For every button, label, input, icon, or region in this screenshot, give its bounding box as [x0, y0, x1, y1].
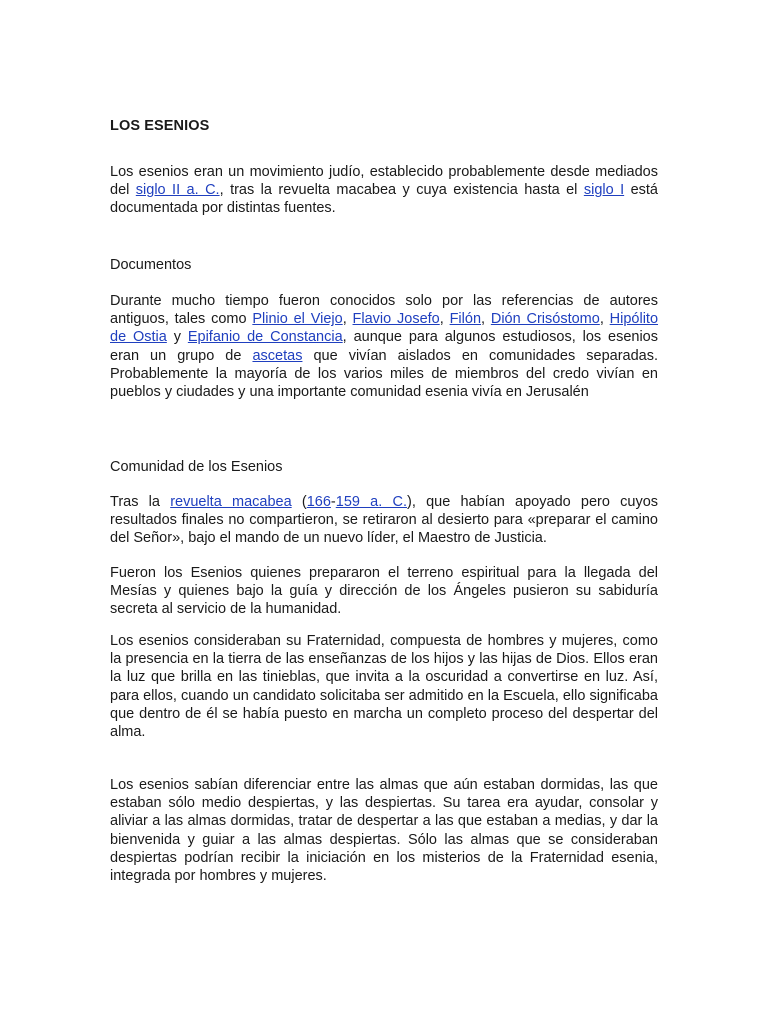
comunidad-text-1: Tras la — [110, 494, 171, 510]
documentos-text-2: , — [342, 311, 353, 328]
intro-text-2: , tras la revuelta macabea y cuya existencia hasta el — [219, 182, 584, 199]
documentos-paragraph — [110, 292, 658, 401]
sabian-paragraph: Los esenios sabían diferenciar entre las almas que aún estaban dormidas, las que estaban sólo medio despiertas, y las despiertas. Su tarea era ayudar, consolar y aliviar a las almas dormidas, tratar de despertar a las que estaban a medias, y dar la bienvenida y guiar a las almas despiertas. Sólo las almas que se consideraban despiertas podrían recibir la iniciación en los misterios de la Fraternidad esenia, integrada por hombres y mujeres. — [110, 777, 658, 885]
documentos-text-7: , aunque para algunos estudiosos, los esenios eran un grupo de — [110, 329, 658, 364]
link-ascetas[interactable]: ascetas — [252, 347, 303, 364]
link-plinio-el-viejo[interactable]: Plinio el Viejo — [252, 311, 343, 328]
link-revuelta-macabea[interactable]: revuelta macabea — [170, 494, 292, 510]
comunidad-text-4: ), que habían apoyado pero cuyos resultados finales no compartieron, se retiraron al desierto para «preparar el camino del Señor», bajo el mando de un nuevo líder, el Maestro de Justicia. — [110, 494, 659, 547]
consideraban-paragraph: Los esenios consideraban su Fraternidad, compuesta de hombres y mujeres, como la presencia en la tierra de las enseñanzas de los hijos y las hijas de Dios. Ellos eran la luz que brilla en las tinieblas, que invita a la oscuridad a convertirse en luz. Así, para ellos, cuando un candidato solicitaba ser admitido en la Escuela, ello significaba que dentro de él se había puesto en marcha un completo proceso del despertar del alma. — [110, 633, 658, 741]
intro-text-3: está documentada por distintas fuentes. — [110, 182, 658, 217]
link-flavio-josefo[interactable]: Flavio Josefo — [352, 311, 440, 328]
intro-paragraph — [110, 163, 658, 218]
comunidad-text-3: - — [330, 494, 336, 510]
comunidad-text-2: ( — [291, 494, 307, 510]
link-filon[interactable]: Filón — [449, 311, 482, 328]
documentos-text-1: Durante mucho tiempo fueron conocidos solo por las referencias de autores antiguos, tales como — [110, 293, 658, 328]
link-epifanio-de-constancia[interactable]: Epifanio de Constancia — [187, 329, 343, 346]
fueron-paragraph: Fueron los Esenios quienes prepararon el terreno espiritual para la llegada del Mesías y quienes bajo la guía y dirección de los Ángeles pusieron su sabiduría secreta al servicio de la humanidad. — [110, 565, 658, 618]
heading-documentos: Documentos — [110, 257, 192, 273]
comunidad-paragraph — [110, 493, 658, 548]
documentos-text-5: , — [599, 311, 610, 328]
documentos-text-3: , — [439, 311, 450, 328]
heading-comunidad: Comunidad de los Esenios — [110, 459, 283, 475]
link-166[interactable]: 166 — [306, 494, 331, 510]
link-siglo-ii-ac[interactable]: siglo II a. C. — [135, 182, 220, 199]
document-title: LOS ESENIOS — [110, 118, 210, 134]
intro-text-1: Los esenios eran un movimiento judío, establecido probablemente desde mediados del — [110, 164, 658, 199]
link-hipolito-de-ostia[interactable]: Hipólito de Ostia — [110, 311, 659, 346]
documentos-text-4: , — [481, 311, 491, 328]
documentos-text-8: que vivían aislados en comunidades separadas. Probablemente la mayoría de los varios miles de miembros del credo vivían en pueblos y ciudades y una importante comunidad esenia vivía en Jerusalén — [110, 347, 658, 401]
link-dion-crisostomo[interactable]: Dión Crisóstomo — [490, 311, 600, 328]
link-siglo-i[interactable]: siglo I — [583, 182, 625, 199]
link-159-ac[interactable]: 159 a. C. — [335, 494, 407, 510]
documentos-text-6: y — [166, 329, 188, 346]
